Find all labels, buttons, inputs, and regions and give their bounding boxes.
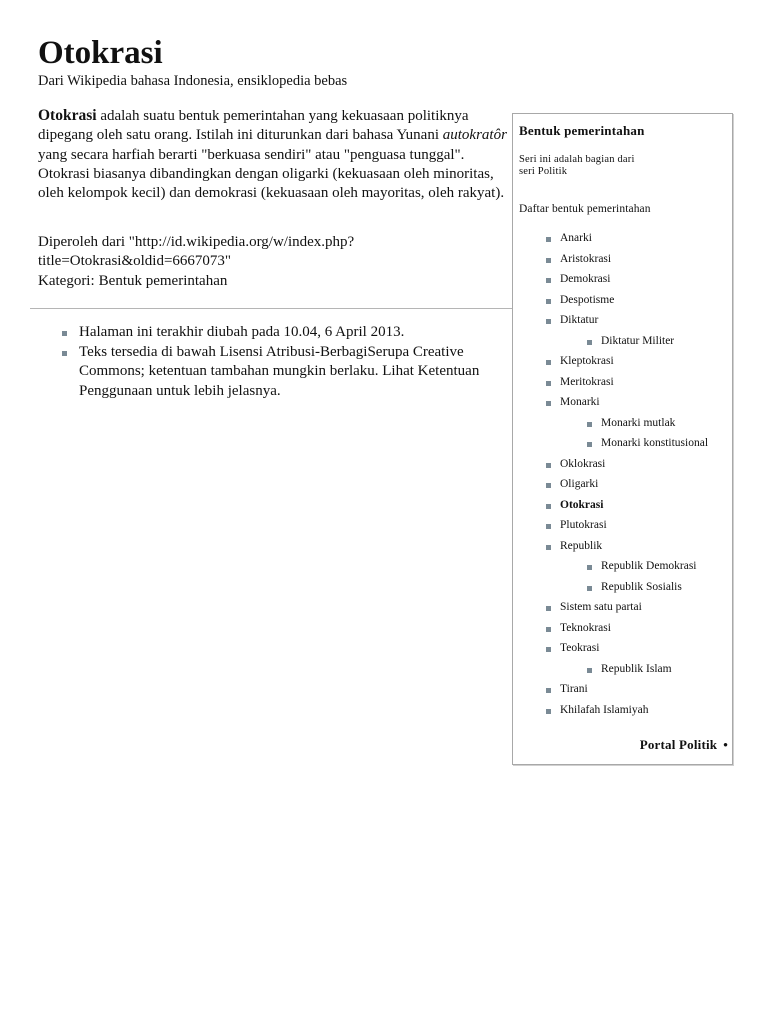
square-bullet-icon: [546, 504, 551, 509]
square-bullet-icon: [587, 442, 592, 447]
list-item[interactable]: [513, 351, 732, 372]
square-bullet-icon: [546, 606, 551, 611]
list-item[interactable]: [513, 474, 732, 495]
list-item-current: [513, 495, 732, 516]
category-label: Kategori:: [38, 273, 95, 289]
intro-paragraph: [38, 106, 508, 203]
square-bullet-icon: [546, 709, 551, 714]
series-line-2[interactable]: seri Politik: [519, 166, 568, 177]
square-bullet-icon: [546, 524, 551, 529]
list-item-label[interactable]: Tirani: [560, 683, 588, 695]
square-bullet-icon: [587, 340, 592, 345]
list-item-label[interactable]: Despotisme: [560, 293, 615, 306]
intro-italic-term: autokratôr: [442, 127, 507, 144]
portal-politik-link[interactable]: [640, 737, 728, 753]
intro-bold-term: Otokrasi: [38, 107, 97, 124]
category-bar: [38, 272, 227, 291]
footer-item-text[interactable]: Teks tersedia di bawah Lisensi Atribusi-BerbagiSerupa Creative Commons; ketentuan tambahan mungkin berlaku. Lihat Ketentuan Penggunaan untuk lebih jelasnya.: [79, 343, 480, 399]
list-item[interactable]: [513, 536, 732, 557]
square-bullet-icon: [62, 331, 67, 336]
square-bullet-icon: [546, 647, 551, 652]
square-bullet-icon: [546, 360, 551, 365]
government-forms-list: [513, 228, 732, 720]
list-item[interactable]: [513, 290, 732, 311]
category-link[interactable]: Bentuk pemerintahan: [98, 273, 228, 289]
footer-list: [62, 323, 492, 401]
list-item-label[interactable]: Republik Islam: [601, 662, 672, 675]
series-line-1: Seri ini adalah bagian dari: [519, 154, 635, 165]
list-item-label[interactable]: Oklokrasi: [560, 457, 606, 470]
list-subitem[interactable]: [513, 331, 732, 352]
list-item-label[interactable]: Oligarki: [560, 478, 599, 490]
list-item[interactable]: [513, 515, 732, 536]
square-bullet-icon: [546, 545, 551, 550]
square-bullet-icon: [546, 319, 551, 324]
intro-text-2: yang secara harfiah berarti "berkuasa sendiri" atau "penguasa tunggal". Otokrasi biasanya dibandingkan dengan oligarki (kekuasaan oleh minoritas, oleh kelompok kecil) dan demokrasi (kekuasaan oleh mayoritas, oleh rakyat).: [38, 146, 505, 202]
list-item-label[interactable]: Demokrasi: [560, 273, 611, 285]
list-subitem[interactable]: [513, 556, 732, 577]
list-item[interactable]: [513, 679, 732, 700]
square-bullet-icon: [546, 463, 551, 468]
page-subtitle: Dari Wikipedia bahasa Indonesia, ensiklopedia bebas: [38, 73, 348, 89]
list-item-label[interactable]: Republik Sosialis: [601, 580, 682, 593]
list-item[interactable]: [513, 228, 732, 249]
infobox-title[interactable]: Bentuk pemerintahan: [519, 123, 645, 138]
list-item[interactable]: [513, 638, 732, 659]
intro-text-1: adalah suatu bentuk pemerintahan yang kekuasaan politiknya dipegang oleh satu orang. Istilah ini diturunkan dari bahasa Yunani: [38, 108, 469, 144]
square-bullet-icon: [587, 422, 592, 427]
list-item-label[interactable]: Monarki konstitusional: [601, 437, 709, 449]
square-bullet-icon: [546, 278, 551, 283]
bullet-dot-icon: •: [723, 737, 728, 752]
list-item-label[interactable]: Khilafah Islamiyah: [560, 703, 649, 716]
list-item-label[interactable]: Monarki: [560, 396, 600, 408]
footer-item-text: Halaman ini terakhir diubah pada 10.04, 6 April 2013.: [79, 324, 405, 340]
list-item-label[interactable]: Republik Demokrasi: [601, 560, 697, 572]
portal-label[interactable]: Portal Politik: [639, 737, 718, 752]
list-item-label[interactable]: Diktatur: [560, 314, 599, 326]
list-item-label[interactable]: Meritokrasi: [560, 375, 614, 388]
square-bullet-icon: [546, 401, 551, 406]
square-bullet-icon: [546, 381, 551, 386]
list-subitem[interactable]: [513, 433, 732, 454]
square-bullet-icon: [546, 627, 551, 632]
page-title: Otokrasi: [38, 35, 163, 71]
footer-divider: [30, 308, 512, 309]
list-item[interactable]: [513, 454, 732, 475]
list-item-label[interactable]: Teknokrasi: [560, 621, 611, 634]
list-item-label[interactable]: Aristokrasi: [560, 252, 612, 265]
square-bullet-icon: [546, 688, 551, 693]
infobox-list-title: Daftar bentuk pemerintahan: [519, 203, 651, 215]
list-item-label[interactable]: Monarki mutlak: [601, 416, 676, 429]
list-subitem[interactable]: [513, 659, 732, 680]
square-bullet-icon: [62, 351, 67, 356]
square-bullet-icon: [546, 483, 551, 488]
square-bullet-icon: [546, 258, 551, 263]
list-item-label[interactable]: Anarki: [560, 232, 592, 244]
list-item[interactable]: [513, 392, 732, 413]
list-item-label[interactable]: Kleptokrasi: [560, 355, 614, 367]
square-bullet-icon: [546, 237, 551, 242]
list-item-label[interactable]: Teokrasi: [560, 642, 600, 654]
source-link[interactable]: Diperoleh dari "http://id.wikipedia.org/w/index.php?title=Otokrasi&oldid=6667073": [38, 234, 355, 270]
square-bullet-icon: [587, 668, 592, 673]
square-bullet-icon: [546, 299, 551, 304]
list-item-label[interactable]: Plutokrasi: [560, 519, 607, 531]
list-item-label[interactable]: Sistem satu partai: [560, 601, 642, 613]
list-item[interactable]: [513, 269, 732, 290]
list-item-label[interactable]: Republik: [560, 539, 603, 552]
footer-item-license: [62, 343, 492, 402]
list-subitem[interactable]: [513, 413, 732, 434]
list-item[interactable]: [513, 597, 732, 618]
list-item[interactable]: [513, 700, 732, 721]
list-item[interactable]: [513, 249, 732, 270]
footer-item-last-modified: [62, 323, 492, 343]
list-item[interactable]: [513, 618, 732, 639]
infobox-navbox: [512, 113, 733, 765]
list-item-label[interactable]: Diktatur Militer: [601, 334, 675, 347]
square-bullet-icon: [587, 565, 592, 570]
list-item-label: Otokrasi: [560, 498, 604, 511]
list-subitem[interactable]: [513, 577, 732, 598]
list-item[interactable]: [513, 310, 732, 331]
list-item[interactable]: [513, 372, 732, 393]
square-bullet-icon: [587, 586, 592, 591]
infobox-series-note: [519, 154, 719, 178]
